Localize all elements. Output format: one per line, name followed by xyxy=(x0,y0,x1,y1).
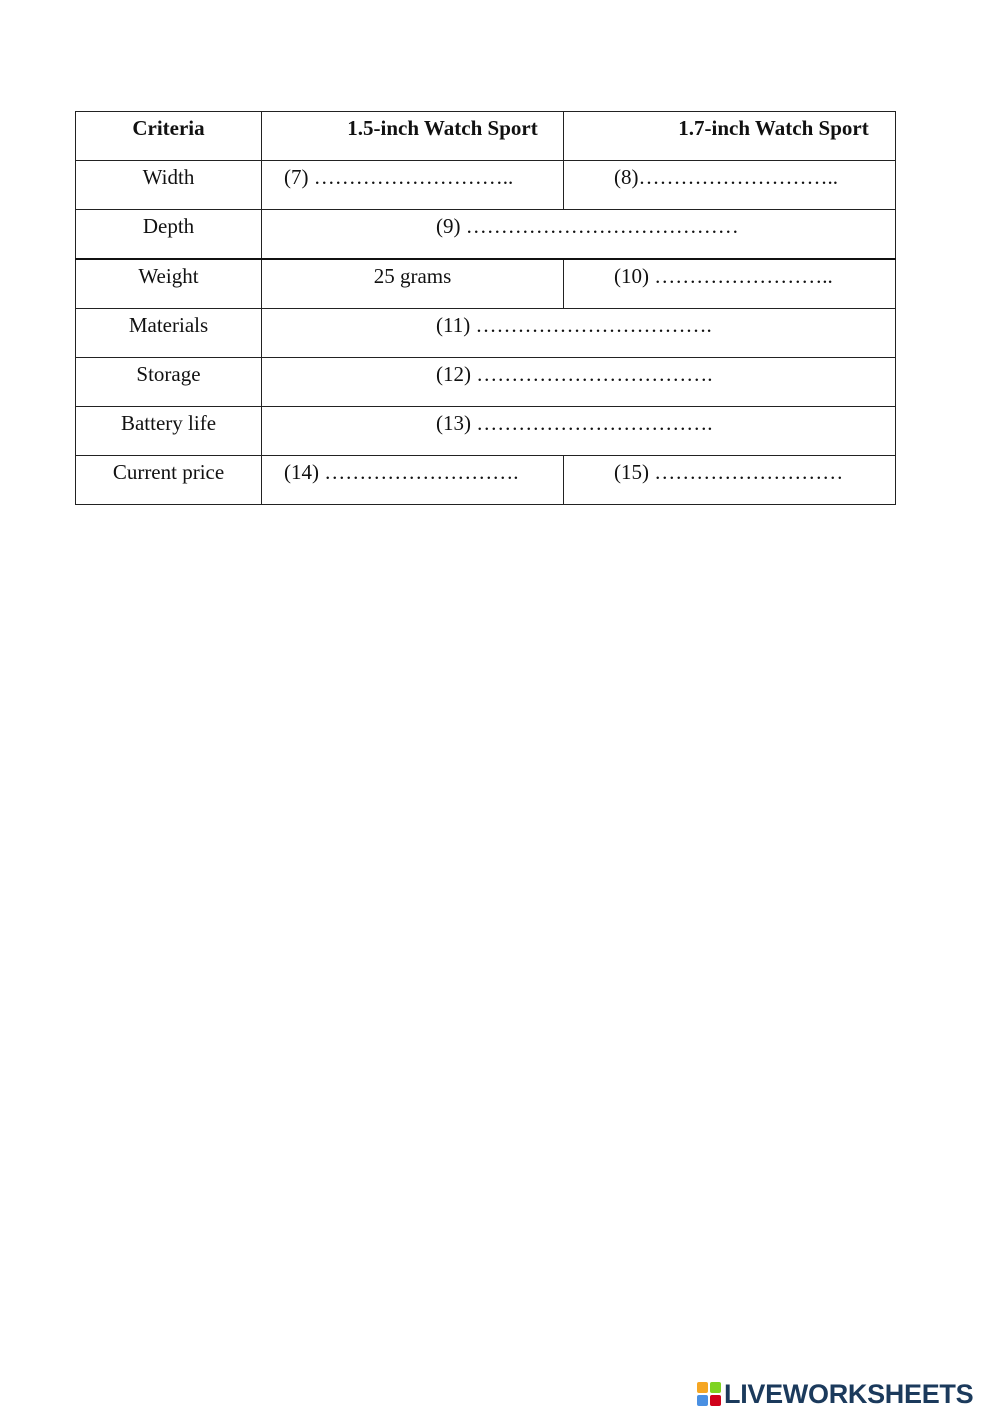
table-row-materials xyxy=(76,309,896,358)
table-header-row xyxy=(76,112,896,161)
blank-12[interactable]: (12) ……………………………. xyxy=(262,358,896,407)
blank-8[interactable]: (8)……………………….. xyxy=(564,161,896,210)
blank-15[interactable]: (15) ……………………… xyxy=(564,456,896,505)
liveworksheets-logo xyxy=(697,1378,973,1410)
row-label: Battery life xyxy=(76,407,262,456)
header-criteria: Criteria xyxy=(76,112,262,161)
header-watch-1-5: 1.5-inch Watch Sport xyxy=(262,112,564,161)
icon-square xyxy=(697,1395,708,1406)
icon-square xyxy=(697,1382,708,1393)
icon-square xyxy=(710,1382,721,1393)
weight-value: 25 grams xyxy=(262,259,564,309)
blank-13[interactable]: (13) ……………………………. xyxy=(262,407,896,456)
blank-7[interactable]: (7) ……………………….. xyxy=(262,161,564,210)
row-label: Weight xyxy=(76,259,262,309)
liveworksheets-icon xyxy=(697,1382,721,1406)
table-row-width xyxy=(76,161,896,210)
row-label: Width xyxy=(76,161,262,210)
row-label: Materials xyxy=(76,309,262,358)
comparison-table xyxy=(75,111,896,505)
brand-name: LIVEWORKSHEETS xyxy=(724,1378,974,1409)
blank-11[interactable]: (11) ……………………………. xyxy=(262,309,896,358)
row-label: Depth xyxy=(76,210,262,260)
table-row-weight xyxy=(76,259,896,309)
header-watch-1-7: 1.7-inch Watch Sport xyxy=(564,112,896,161)
row-label: Current price xyxy=(76,456,262,505)
row-label: Storage xyxy=(76,358,262,407)
icon-square xyxy=(710,1395,721,1406)
blank-9[interactable]: (9) ………………………………… xyxy=(262,210,896,260)
table-row-depth xyxy=(76,210,896,260)
table-row-battery-life xyxy=(76,407,896,456)
blank-14[interactable]: (14) ………………………. xyxy=(262,456,564,505)
table-row-current-price xyxy=(76,456,896,505)
table-row-storage xyxy=(76,358,896,407)
blank-10[interactable]: (10) …………………….. xyxy=(564,259,896,309)
